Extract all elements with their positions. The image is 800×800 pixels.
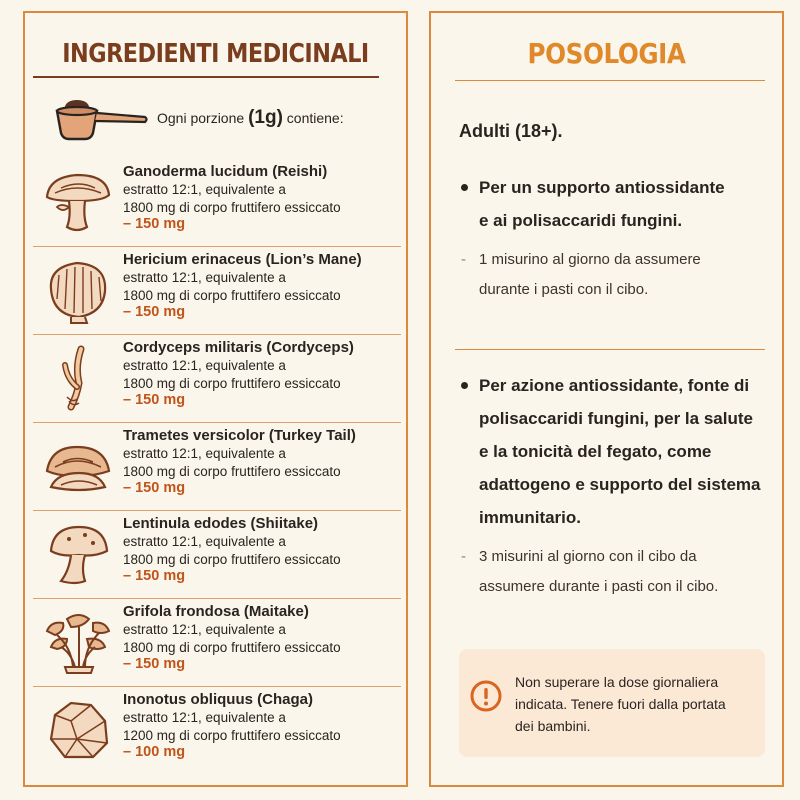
warning-text: Non superare la dose giornaliera indicata. Tenere fuori dalla portata dei bambini. (515, 674, 726, 734)
ingredient-name: Inonotus obliquus (Chaga) (123, 691, 313, 708)
ingredient-extract: estratto 12:1, equivalente a (123, 358, 286, 373)
ingredient-name: Grifola frondosa (Maitake) (123, 603, 309, 620)
ingredient-equivalent: 1800 mg di corpo fruttifero essiccato (123, 639, 341, 655)
title-divider (33, 76, 379, 78)
dosage-title: POSOLOGIA (527, 37, 686, 70)
dosage-purpose: Per un supporto antiossidante e ai polisaccaridi fungini. (459, 171, 764, 237)
ingredient-dose: – 150 mg (123, 568, 186, 584)
warning-box (459, 649, 765, 757)
audience-label: Adulti (18+). (459, 121, 563, 141)
serving-text: Ogni porzione (1g) contiene: (157, 107, 344, 128)
ingredient-text (123, 339, 354, 410)
ingredient-equivalent: 1200 mg di corpo fruttifero essiccato (123, 727, 341, 743)
ingredient-dose: – 150 mg (123, 304, 186, 320)
dosage-block-2 (459, 369, 764, 602)
measuring-scoop-icon (51, 95, 151, 147)
ingredient-name: Hericium erinaceus (Lion’s Mane) (123, 251, 362, 268)
ingredient-equivalent: 1800 mg di corpo fruttifero essiccato (123, 375, 341, 391)
turkey-tail-icon (41, 431, 115, 501)
ingredient-item (33, 159, 401, 247)
ingredients-title: INGREDIENTI MEDICINALI (62, 39, 369, 69)
reishi-mushroom-icon (41, 167, 115, 237)
ingredient-text (123, 163, 341, 234)
ingredient-text (123, 251, 362, 322)
ingredient-name: Cordyceps militaris (Cordyceps) (123, 339, 354, 356)
ingredient-item (33, 247, 401, 335)
ingredient-equivalent: 1800 mg di corpo fruttifero essiccato (123, 199, 341, 215)
exclamation-circle-icon (469, 679, 503, 713)
chaga-icon (41, 695, 115, 765)
ingredient-dose: – 100 mg (123, 744, 186, 760)
ingredient-item (33, 687, 401, 775)
ingredient-name: Trametes versicolor (Turkey Tail) (123, 427, 356, 444)
ingredient-item (33, 511, 401, 599)
ingredient-equivalent: 1800 mg di corpo fruttifero essiccato (123, 463, 341, 479)
cordyceps-icon (41, 343, 115, 413)
ingredient-equivalent: 1800 mg di corpo fruttifero essiccato (123, 551, 341, 567)
ingredient-equivalent: 1800 mg di corpo fruttifero essiccato (123, 287, 341, 303)
ingredient-dose: – 150 mg (123, 392, 186, 408)
title-divider (455, 80, 765, 81)
lions-mane-mushroom-icon (41, 255, 115, 325)
ingredient-name: Ganoderma lucidum (Reishi) (123, 163, 328, 180)
ingredient-extract: estratto 12:1, equivalente a (123, 270, 286, 285)
ingredient-text (123, 515, 341, 586)
shiitake-mushroom-icon (41, 519, 115, 589)
ingredient-list (33, 159, 401, 775)
ingredient-text (123, 603, 341, 674)
ingredient-dose: – 150 mg (123, 216, 186, 232)
ingredient-dose: – 150 mg (123, 656, 186, 672)
dosage-block-1 (459, 171, 764, 305)
ingredient-extract: estratto 12:1, equivalente a (123, 446, 286, 461)
ingredient-item (33, 335, 401, 423)
ingredient-dose: – 150 mg (123, 480, 186, 496)
dosage-purpose: Per azione antiossidante, fonte di polisaccaridi fungini, per la salute e la tonicità del fegato, come adattogeno e supporto del sistema immunitario. (459, 369, 764, 534)
ingredient-extract: estratto 12:1, equivalente a (123, 182, 286, 197)
ingredient-extract: estratto 12:1, equivalente a (123, 534, 286, 549)
ingredient-extract: estratto 12:1, equivalente a (123, 710, 286, 725)
dosage-instruction: - 1 misurino al giorno da assumere durante i pasti con il cibo. (459, 245, 764, 305)
ingredients-panel (23, 11, 408, 787)
maitake-mushroom-icon (41, 607, 115, 677)
ingredient-text (123, 427, 356, 498)
ingredient-name: Lentinula edodes (Shiitake) (123, 515, 319, 532)
ingredient-item (33, 599, 401, 687)
dosage-instruction: - 3 misurini al giorno con il cibo da assumere durante i pasti con il cibo. (459, 542, 764, 602)
ingredient-extract: estratto 12:1, equivalente a (123, 622, 286, 637)
serving-info (51, 95, 371, 151)
ingredient-item (33, 423, 401, 511)
dosage-panel (429, 11, 784, 787)
ingredient-text (123, 691, 341, 762)
section-divider (455, 349, 765, 350)
